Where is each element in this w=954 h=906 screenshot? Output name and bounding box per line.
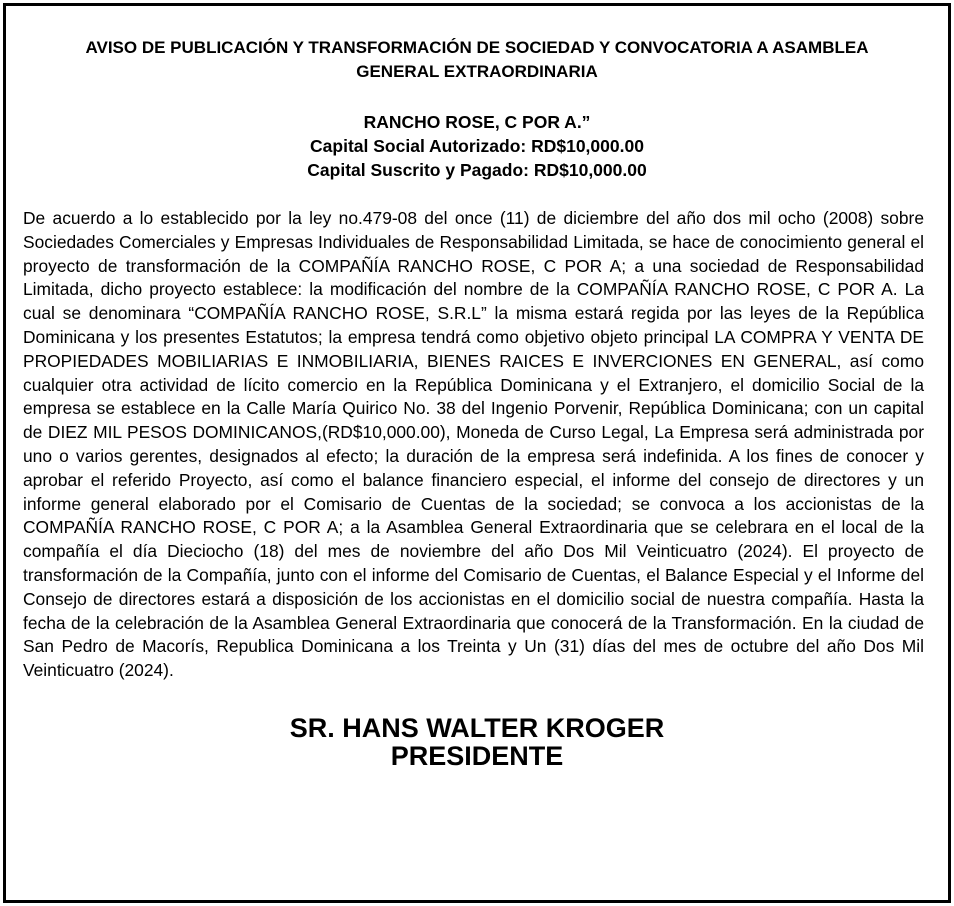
company-info [6, 110, 948, 182]
notice-title: AVISO DE PUBLICACIÓN Y TRANSFORMACIÓN DE SOCIEDAD Y CONVOCATORIA A ASAMBLEA GENERAL EXTRAORDINARIA [85, 38, 869, 81]
company-name: RANCHO ROSE, C POR A.” [363, 112, 591, 132]
capital-subscribed: Capital Suscrito y Pagado: RD$10,000.00 [307, 160, 647, 180]
legal-notice [3, 3, 951, 903]
capital-authorized: Capital Social Autorizado: RD$10,000.00 [310, 136, 644, 156]
signature-block [6, 714, 948, 770]
signer-title: PRESIDENTE [390, 740, 564, 771]
notice-body: De acuerdo a lo establecido por la ley no.479-08 del once (11) de diciembre del año dos mil ocho (2008) sobre Sociedades Comerciales y Empresas Individuales de Responsabilidad Limitada, se hace de conocimiento general el proyecto de transformación de la COMPAÑÍA RANCHO ROSE, C POR A; a una sociedad de Responsabilidad Limitada, dicho proyecto establece: la modificación del nombre de la COMPAÑÍA RANCHO ROSE, C POR A. La cual se denominara “COMPAÑÍA RANCHO ROSE, S.R.L” la misma estará regida por las leyes de la República Dominicana y los presentes Estatutos; la empresa tendrá como objetivo objeto principal LA COMPRA Y VENTA DE PROPIEDADES MOBILIARIAS E INMOBILIARIA, BIENES RAICES E INVERCIONES EN GENERAL, así como cualquier otra actividad de lícito comercio en la República Dominicana y el Extranjero, el domicilio Social de la empresa se establece en la Calle María Quirico No. 38 del Ingenio Porvenir, República Dominicana; con un capital de DIEZ MIL PESOS DOMINICANOS,(RD$10,000.00), Moneda de Curso Legal, La Empresa será administrada por uno o varios gerentes, designados al efecto; la duración de la empresa será indefinida. A los fines de conocer y aprobar el referido Proyecto, así como el balance financiero especial, el informe del consejo de directores y un informe general elaborado por el Comisario de Cuentas de la sociedad; se convoca a los accionistas de la COMPAÑÍA RANCHO ROSE, C POR A; a la Asamblea General Extraordinaria que se celebrara en el local de la compañía el día Dieciocho (18) del mes de noviembre del año Dos Mil Veinticuatro (2024). El proyecto de transformación de la Compañía, junto con el informe del Comisario de Cuentas, el Balance Especial y el Informe del Consejo de directores estará a disposición de los accionistas en el domicilio social de nuestra compañía. Hasta la fecha de la celebración de la Asamblea General Extraordinaria que conocerá de la Transformación. En la ciudad de San Pedro de Macorís, Republica Dominicana a los Treinta y Un (31) días del mes de octubre del año Dos Mil Veinticuatro (2024). [23, 208, 924, 681]
signer-name: SR. HANS WALTER KROGER [289, 712, 665, 743]
